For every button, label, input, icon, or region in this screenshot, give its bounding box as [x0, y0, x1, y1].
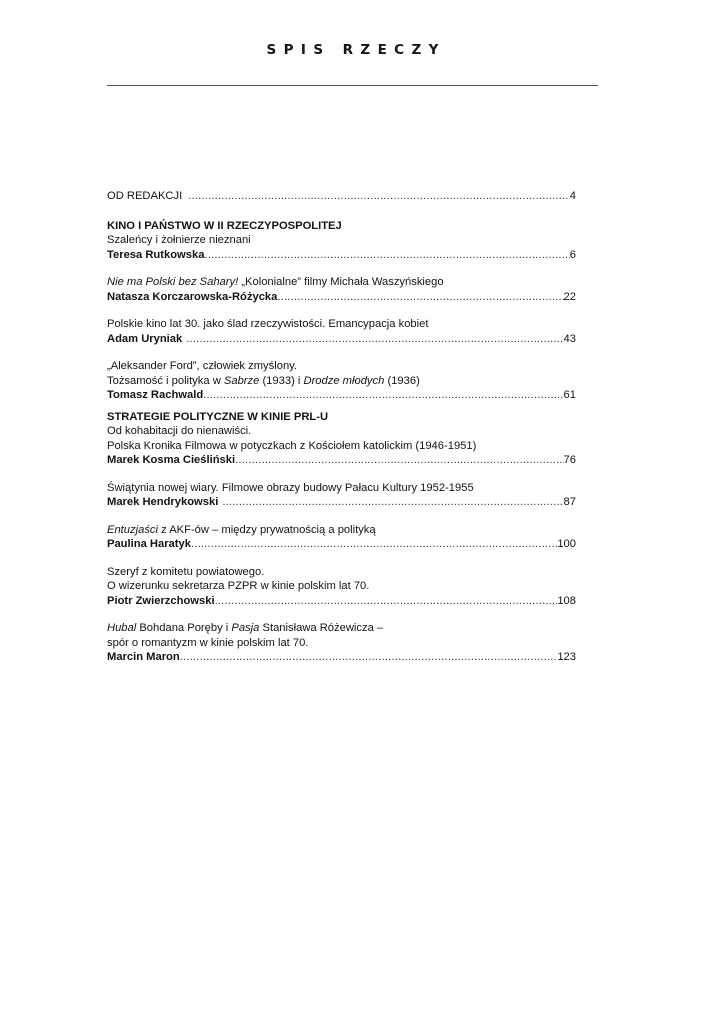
entry-title-italic: Pasja [231, 622, 260, 634]
page-number: 22 [563, 290, 576, 303]
entry-title-italic: Nie ma Polski bez Sahary! [107, 276, 239, 288]
dot-leader [203, 388, 563, 403]
toc-entry-label: OD REDAKCJI [107, 190, 183, 202]
dot-leader [222, 495, 563, 510]
entry-title-rest: „Kolonialne” filmy Michała Waszyńskiego [238, 276, 444, 288]
entry-author: Piotr Zwierzchowski [107, 594, 215, 607]
page-number: 123 [557, 651, 576, 663]
entry-title: Świątynia nowej wiary. Filmowe obrazy budowy Pałacu Kultury 1952-1955 [107, 481, 474, 494]
entry-title-part: (1933) i [259, 374, 304, 387]
entry-title: Polskie kino lat 30. jako ślad rzeczywistości. Emancypacja kobiet [107, 318, 429, 330]
entry-title [107, 621, 576, 636]
entry-title: „Aleksander Ford”, człowiek zmyślony. [107, 360, 298, 372]
entry-title-line2 [107, 374, 576, 389]
dot-leader [235, 453, 563, 468]
toc-entry[interactable] [107, 290, 576, 305]
entry-title [107, 523, 576, 538]
entry-author: Tomasz Rachwald [107, 389, 204, 401]
entry-title-part: Bohdana Poręby i [136, 622, 232, 634]
entry-author: Marcin Maron [107, 651, 180, 663]
dot-leader [188, 189, 570, 204]
section-heading: KINO I PAŃSTWO W II RZECZYPOSPOLITEJ [107, 219, 342, 232]
entry-title-italic: Sabrze [223, 374, 260, 387]
toc-entry[interactable] [107, 650, 576, 665]
toc-entry[interactable] [107, 332, 576, 347]
entry-title-part: (1936) [384, 374, 420, 387]
entry-title-italic: Hubal [107, 622, 137, 634]
page-number: 100 [557, 538, 576, 550]
entry-author: Paulina Haratyk [107, 538, 191, 550]
entry-author: Marek Hendrykowski [107, 496, 219, 508]
dot-leader [277, 290, 563, 305]
page-title: SPIS RZECZY [266, 42, 446, 58]
dot-leader [215, 594, 558, 609]
table-of-contents [107, 189, 576, 665]
entry-title: Szeryf z komitetu powiatowego. [107, 565, 265, 578]
page-number: 6 [569, 248, 576, 261]
dot-leader [204, 248, 569, 263]
page-number: 43 [563, 332, 576, 345]
page-number: 87 [563, 496, 576, 508]
entry-author: Marek Kosma Cieśliński [107, 454, 236, 466]
entry-title-italic: Entuzjaści [107, 523, 158, 536]
page-number: 61 [563, 389, 576, 401]
toc-entry[interactable] [107, 453, 576, 468]
header-rule [107, 85, 598, 86]
section-heading: STRATEGIE POLITYCZNE W KINIE PRL-U [107, 410, 329, 423]
entry-title: Od kohabitacji do nienawiści. [107, 425, 252, 437]
toc-entry[interactable] [107, 594, 576, 609]
entry-author: Natasza Korczarowska-Różycka [107, 290, 278, 303]
page-number: 76 [563, 454, 576, 466]
entry-title-part: Tożsamość i polityka w [107, 374, 224, 387]
entry-title-line2: Polska Kronika Filmowa w potyczkach z Kościołem katolickim (1946-1951) [107, 439, 477, 452]
page-number: 108 [557, 594, 576, 607]
entry-title-line2: O wizerunku sekretarza PZPR w kinie polskim lat 70. [107, 580, 370, 592]
toc-entry[interactable] [107, 248, 576, 263]
entry-title-rest: z AKF-ów – między prywatnością a polityką [158, 523, 376, 536]
entry-author: Teresa Rutkowska [107, 248, 205, 261]
entry-title-line2: spór o romantyzm w kinie polskim lat 70. [107, 636, 309, 649]
entry-title-part: Stanisława Różewicza – [259, 622, 384, 634]
dot-leader [191, 537, 557, 552]
page-number: 4 [569, 190, 576, 202]
entry-title [107, 275, 576, 290]
entry-title: Szaleńcy i żołnierze nieznani [107, 234, 251, 246]
dot-leader [186, 332, 563, 347]
dot-leader [180, 650, 558, 665]
toc-entry-editorial[interactable] [107, 189, 576, 204]
entry-title-italic: Drodze młodych [303, 374, 385, 387]
toc-entry[interactable] [107, 388, 576, 403]
entry-author: Adam Uryniak [107, 332, 183, 345]
toc-entry[interactable] [107, 495, 576, 510]
toc-entry[interactable] [107, 537, 576, 552]
